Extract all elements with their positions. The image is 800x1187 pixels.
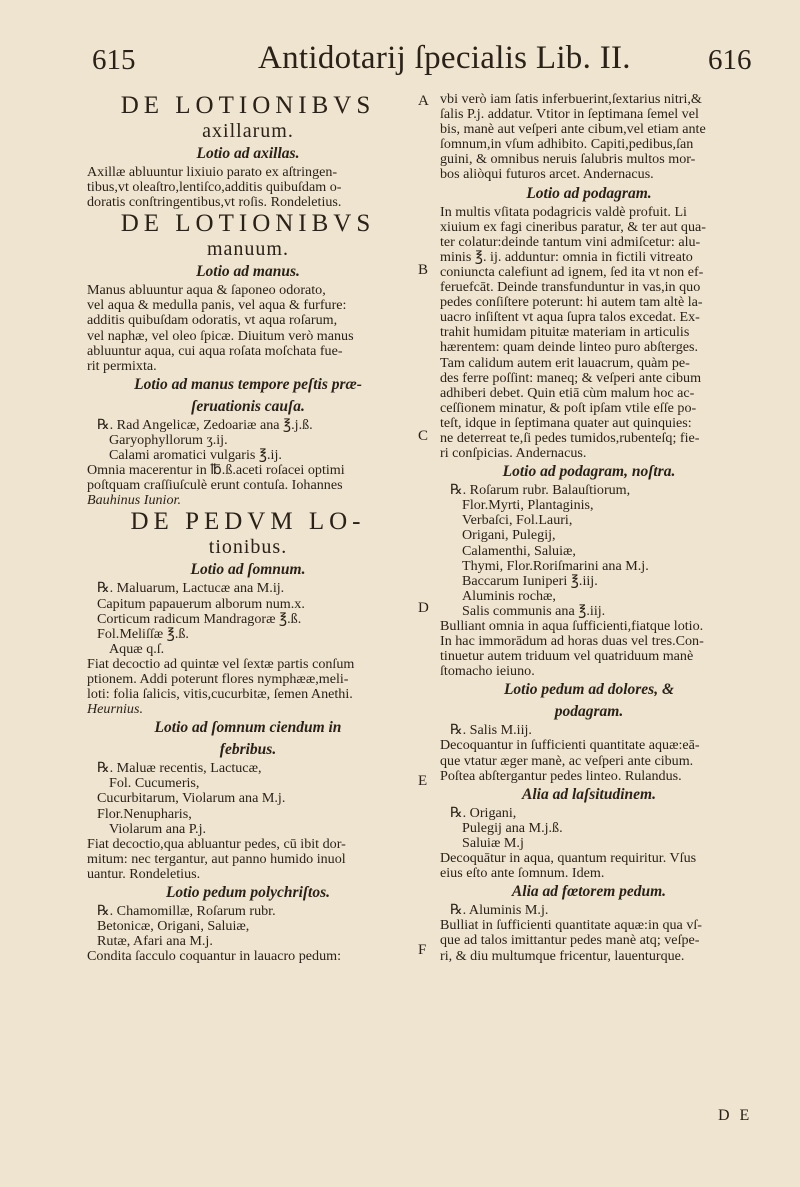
left-text-line: Flor.Nenupharis,	[97, 805, 192, 822]
left-text-line: Lotio pedum polychriſtos.	[165, 884, 331, 901]
left-text-line: tionibus.	[208, 536, 288, 559]
left-text-line: ſeruationis cauſa.	[191, 397, 305, 415]
left-text-line: doratis conſtringentibus,vt roſis. Rondeletius.	[87, 194, 342, 211]
left-text-line: Calami aromatici vulgaris ℥.ij.	[109, 447, 282, 464]
left-text-line: Lotio ad axillas.	[196, 145, 300, 162]
right-text-line: In hac immorādum ad horas duas vel tres.Con-	[440, 633, 704, 650]
right-column	[440, 92, 738, 964]
right-text-line: ℞. Roſarum rubr. Balauſtiorum,	[450, 482, 631, 499]
left-text-line: manuum.	[207, 238, 289, 261]
left-text-line: Lotio ad ſomnum.	[190, 561, 306, 579]
left-text-line: loti: folia ſalicis, vitis,cucurbitæ, ſemen Anethi.	[87, 686, 353, 703]
right-text-line: ſalis P.j. addatur. Vtitor in ſeptimana ſemel vel	[440, 106, 699, 123]
left-text-line: Lotio ad ſomnum ciendum in	[154, 719, 342, 737]
left-text-line: mitum: nec tergantur, aut panno humido inuol	[87, 850, 346, 867]
left-text-line: vel naphæ, vel oleo ſpicæ. Diuitum verò manus	[87, 327, 354, 344]
right-text-line: Origani, Pulegij,	[462, 527, 556, 544]
left-text-line: Axillæ abluuntur lixiuio parato ex aſtringen-	[87, 164, 338, 180]
right-text-line: ne deterreat te,ſi pedes tumidos,rubenteſq; fie-	[440, 429, 700, 446]
margin-letter-d: D	[418, 600, 429, 616]
left-column	[87, 92, 409, 964]
left-text-line: Condita ſacculo coquantur in lauacro pedum:	[87, 948, 341, 965]
right-text-line: pedes conſiſtere poterunt: hi autem tam altè la-	[440, 294, 703, 311]
left-text-line: Omnia macerentur in ℔.ß.aceti roſacei optimi	[87, 462, 345, 479]
right-text-line: Lotio pedum ad dolores, &	[503, 681, 675, 699]
right-text-line: ℞. Salis M.iij.	[450, 722, 532, 739]
left-text-line: ℞. Chamomillæ, Roſarum rubr.	[97, 903, 276, 919]
right-text-line: Poſtea abſtergantur pedes linteo. Rulandus.	[440, 767, 682, 784]
catchword: D E	[718, 1107, 753, 1124]
page-number-left: 615	[92, 44, 136, 76]
left-text-line: Rutæ, Afari ana M.j.	[97, 933, 213, 950]
left-text-line: Manus abluuntur aqua & ſaponeo odorato,	[87, 282, 326, 299]
right-text-line: ſomnum,in vſum adhibito. Capiti,pedibus,ſan	[440, 136, 694, 153]
right-text-line: ceſſionem minatur, & poſt ipſam vtile eſſe po-	[440, 399, 697, 416]
right-text-line: ſtomacho ieiuno.	[440, 663, 535, 680]
right-text-line: Aluminis rochæ,	[462, 587, 556, 604]
page-number-right: 616	[708, 44, 752, 76]
right-text-line: que ad talos imittantur pedes manè atq; veſpe-	[440, 932, 700, 949]
left-text-line: ptionem. Addi poterunt flores nymphææ,meli-	[87, 670, 349, 687]
left-text-line: ℞. Maluæ recentis, Lactucæ,	[97, 760, 262, 777]
right-text-line: Bulliat in ſufficienti quantitate aquæ:in qua vſ-	[440, 917, 702, 934]
margin-letter-f: F	[418, 942, 427, 958]
right-text-line: tinuetur autem triduum vel quatriduum manè	[440, 648, 694, 665]
left-text-line: axillarum.	[202, 120, 294, 142]
right-text-line: Pulegij ana M.j.ß.	[462, 819, 563, 836]
margin-letter-c: C	[418, 428, 429, 444]
left-text-line: Betonicæ, Origani, Saluiæ,	[97, 918, 250, 935]
left-text-line: DE PEDVM LO-	[130, 508, 366, 536]
right-text-line: ℞. Origani,	[450, 804, 517, 821]
left-text-line: Fol. Cucumeris,	[109, 775, 200, 792]
left-text-line: Bauhinus Iunior.	[87, 492, 181, 509]
right-text-line: vbi verò iam ſatis inferbuerint,ſextarius nitri,&	[440, 91, 702, 107]
left-text-line: Capitum papauerum alborum num.x.	[97, 595, 305, 612]
right-text-line: Tam calidum autem erit lauacrum, quàm pe-	[440, 354, 690, 371]
right-text-line: Lotio ad podagram, noſtra.	[502, 463, 676, 481]
left-text-line: additis quibuſdam odoratis, vt aqua roſarum,	[87, 312, 338, 329]
right-text-line: podagram.	[554, 703, 624, 721]
left-text-line: Fiat decoctio ad quintæ vel ſextæ partis conſum	[87, 655, 355, 672]
right-text-line: que vtatur æger manè, ac veſperi ante cibum.	[440, 752, 694, 769]
right-text-line: adhiberi debet. Quin etiā cùm malum hoc ac-	[440, 384, 695, 401]
right-text-line: Bulliant omnia in aqua ſufficienti,fiatque lotio.	[440, 618, 704, 634]
right-text-line: Salis communis ana ℥.iij.	[462, 602, 606, 619]
left-text-line: rit permixta.	[87, 357, 157, 374]
left-text-line: poſtquam craſſiuſculè erunt contuſa. Iohannes	[87, 477, 343, 494]
right-text-line: ℞. Aluminis M.j.	[450, 902, 549, 919]
left-text-line: vel aqua & medulla panis, vel aqua & furfure:	[87, 297, 347, 314]
left-text-line: abluuntur aqua, cui aqua roſata moſchata fue-	[87, 342, 343, 359]
right-text-line: teſt, idque in ſeptimana quater aut quinquies:	[440, 414, 692, 431]
right-text-line: Lotio ad podagram.	[526, 184, 652, 202]
right-text-line: Calamenthi, Saluiæ,	[462, 542, 576, 559]
right-text-line: hærentem: quam deinde linteo puro abſterges.	[440, 339, 699, 356]
left-text-line: tibus,vt oleaſtro,lentiſco,additis quibuſdam o-	[87, 179, 342, 196]
right-text-line: In multis vſitata podagricis valdè profuit. Li	[440, 203, 687, 220]
right-text-line: minis ℥. ij. adduntur: omnia in fictili vitreato	[440, 248, 693, 265]
right-text-line: Verbaſci, Fol.Lauri,	[462, 512, 573, 529]
left-text-line: febribus.	[219, 741, 277, 759]
page-header	[0, 40, 800, 84]
right-text-line: Flor.Myrti, Plantaginis,	[462, 497, 594, 514]
right-text-line: ri conſpicias. Andernacus.	[440, 445, 587, 462]
right-text-line: coniuncta calefiunt ad ignem, ſed ita vt non ef-	[440, 263, 704, 280]
right-text-line: feruefcāt. Deinde transfunduntur in vas,in quo	[440, 279, 701, 296]
left-text-line: ℞. Maluarum, Lactucæ ana M.ij.	[97, 580, 285, 597]
left-text-line: uantur. Rondeletius.	[87, 865, 201, 882]
left-text-line: Lotio ad manus.	[196, 263, 300, 281]
left-text-line: Lotio ad manus tempore peſtis præ-	[134, 375, 362, 393]
right-text-line: guini, & omnibus neruis ſalubris multos mor-	[440, 151, 696, 168]
right-text-line: Thymi, Flor.Roriſmarini ana M.j.	[462, 557, 649, 574]
margin-letter-b: B	[418, 262, 429, 278]
left-text-line: Corticum radicum Mandragoræ ℥.ß.	[97, 610, 302, 627]
left-text-line: Aquæ q.ſ.	[109, 640, 165, 657]
left-text-line: Fol.Meliſſæ ℥.ß.	[97, 625, 189, 642]
running-title: Antidotarij ſpecialis Lib. II.	[258, 40, 631, 76]
left-text-line: Garyophyllorum ʒ.ij.	[109, 431, 228, 448]
right-text-line: uacro inſiſtent vt aqua ſupra talos excedat. Ex-	[440, 309, 700, 326]
left-text-line: Heurnius.	[87, 701, 143, 718]
left-text-line: Fiat decoctio,qua abluantur pedes, cū ibit dor-	[87, 835, 346, 852]
right-text-line: Baccarum Iuniperi ℥.iij.	[462, 572, 598, 589]
left-text-line: DE LOTIONIBVS	[120, 210, 376, 238]
right-text-line: trahit humidam pituitæ materiam in articulis	[440, 324, 690, 341]
left-text-line: DE LOTIONIBVS	[120, 92, 376, 119]
margin-letter-e: E	[418, 773, 428, 789]
right-text-line: xiuium ex fagi cineribus paratur, & ter aut qua-	[440, 218, 706, 235]
right-text-line: eius eſto ante ſomnum. Idem.	[440, 865, 605, 882]
right-text-line: des ferre poſſint: maneq; & veſperi ante cibum	[440, 369, 702, 386]
left-text-line: Cucurbitarum, Violarum ana M.j.	[97, 790, 286, 807]
right-text-line: Alia ad fœtorem pedum.	[511, 883, 667, 901]
right-text-line: bis, manè aut veſperi ante cibum,vel etiam ante	[440, 121, 706, 138]
right-text-line: Decoquātur in aqua, quantum requiritur. Vſus	[440, 850, 697, 867]
right-text-line: Saluiæ M.j	[462, 834, 524, 851]
left-text-line: Violarum ana P.j.	[109, 820, 207, 837]
right-text-line: ri, & diu multumque fricentur, lauenturque.	[440, 947, 685, 964]
right-text-line: ter colatur:deinde tantum vini admiſcetur: alu-	[440, 233, 701, 250]
right-text-line: Decoquantur in ſufficienti quantitate aquæ:eā-	[440, 737, 700, 754]
margin-letter-a: A	[418, 93, 429, 109]
right-text-line: bos aliòqui futuros arcet. Andernacus.	[440, 166, 654, 183]
right-text-line: Alia ad laſsitudinem.	[522, 785, 656, 803]
left-text-line: ℞. Rad Angelicæ, Zedoariæ ana ℥.j.ß.	[97, 416, 313, 433]
